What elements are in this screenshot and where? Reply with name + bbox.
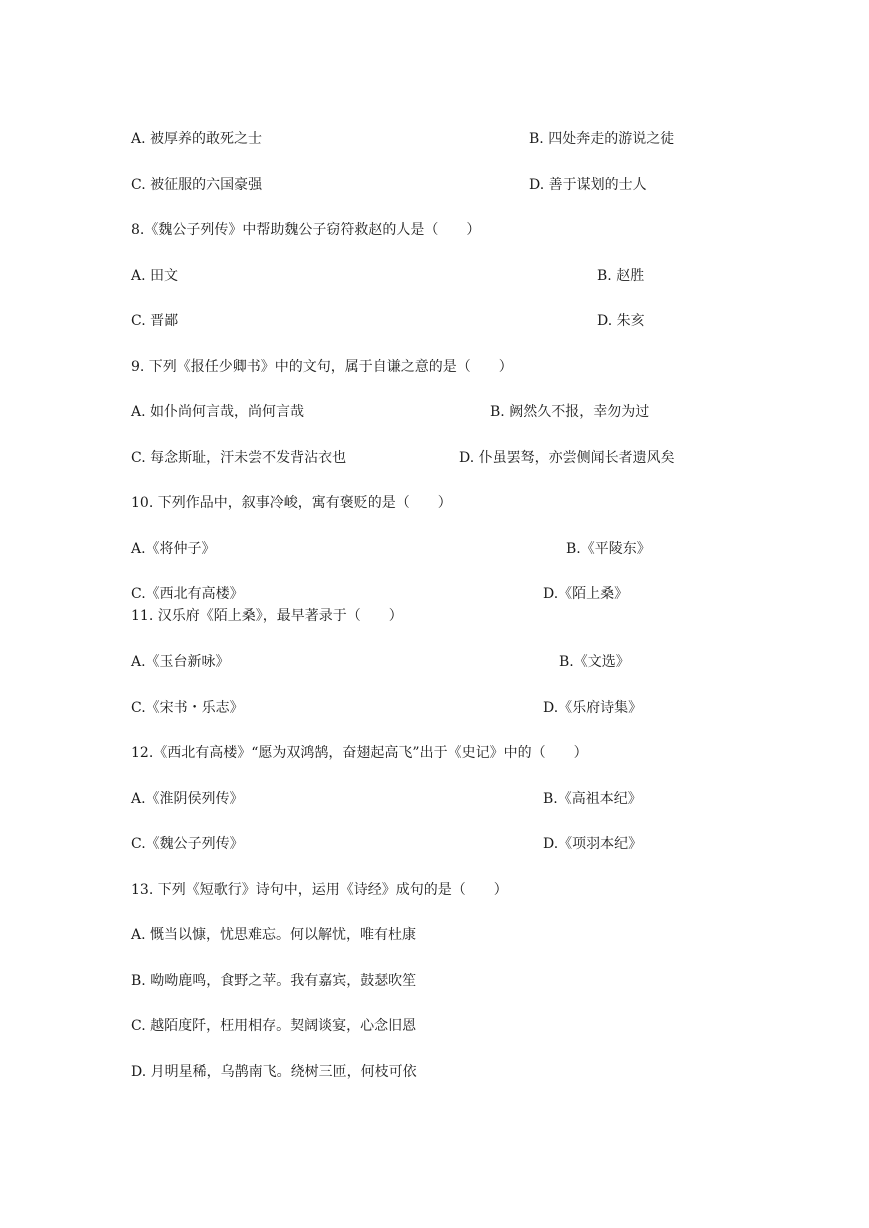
q12-option-b: B.《高祖本纪》 xyxy=(543,791,642,807)
q11-stem: 11. 汉乐府《陌上桑》，最早著录于（ ） xyxy=(131,608,403,624)
q13-option-b: B. 呦呦鹿鸣，食野之苹。我有嘉宾，鼓瑟吹笙 xyxy=(131,973,417,989)
q8-option-c: C. 晋鄙 xyxy=(131,313,179,329)
q8-option-d: D. 朱亥 xyxy=(597,313,645,329)
q11-option-c: C.《宋书・乐志》 xyxy=(131,700,244,716)
q9-option-b: B. 阙然久不报，幸勿为过 xyxy=(490,404,650,420)
q12-option-a: A.《淮阴侯列传》 xyxy=(131,791,244,807)
q12-option-c: C.《魏公子列传》 xyxy=(131,836,244,852)
q12-option-d: D.《项羽本纪》 xyxy=(543,836,643,852)
q13-option-c: C. 越陌度阡，枉用相存。契阔谈宴，心念旧恩 xyxy=(131,1018,417,1034)
q8-stem: 8.《魏公子列传》中帮助魏公子窃符救赵的人是（ ） xyxy=(131,222,481,238)
q11-option-d: D.《乐府诗集》 xyxy=(543,700,643,716)
q9-option-d: D. 仆虽罢驽，亦尝侧闻长者遗风矣 xyxy=(459,450,675,466)
q10-option-a: A.《将仲子》 xyxy=(131,541,216,557)
q11-option-b: B.《文选》 xyxy=(559,654,630,670)
q9-stem: 9. 下列《报任少卿书》中的文句，属于自谦之意的是（ ） xyxy=(131,359,513,375)
q7-option-b: B. 四处奔走的游说之徒 xyxy=(529,131,675,147)
q10-option-b: B.《平陵东》 xyxy=(566,541,651,557)
q13-stem: 13. 下列《短歌行》诗句中，运用《诗经》成句的是（ ） xyxy=(131,882,508,898)
q7-option-a: A. 被厚养的敢死之士 xyxy=(131,131,263,147)
q10-stem: 10. 下列作品中，叙事冷峻，寓有褒贬的是（ ） xyxy=(131,495,452,511)
q11-option-a: A.《玉台新咏》 xyxy=(131,654,230,670)
q13-option-d: D. 月明星稀，乌鹊南飞。绕树三匝，何枝可依 xyxy=(131,1064,417,1080)
q7-option-d: D. 善于谋划的士人 xyxy=(529,177,647,193)
q10-option-c: C.《西北有高楼》 xyxy=(131,586,244,602)
q13-option-a: A. 慨当以慷，忧思难忘。何以解忧，唯有杜康 xyxy=(131,927,417,943)
q8-option-b: B. 赵胜 xyxy=(597,268,645,284)
q7-option-c: C. 被征服的六国豪强 xyxy=(131,177,263,193)
q8-option-a: A. 田文 xyxy=(131,268,179,284)
q10-option-d: D.《陌上桑》 xyxy=(543,586,629,602)
q12-stem: 12.《西北有高楼》“愿为双鸿鹄，奋翅起高飞”出于《史记》中的（ ） xyxy=(131,745,588,761)
q9-option-a: A. 如仆尚何言哉，尚何言哉 xyxy=(131,404,305,420)
q9-option-c: C. 每念斯耻，汗未尝不发背沾衣也 xyxy=(131,450,347,466)
